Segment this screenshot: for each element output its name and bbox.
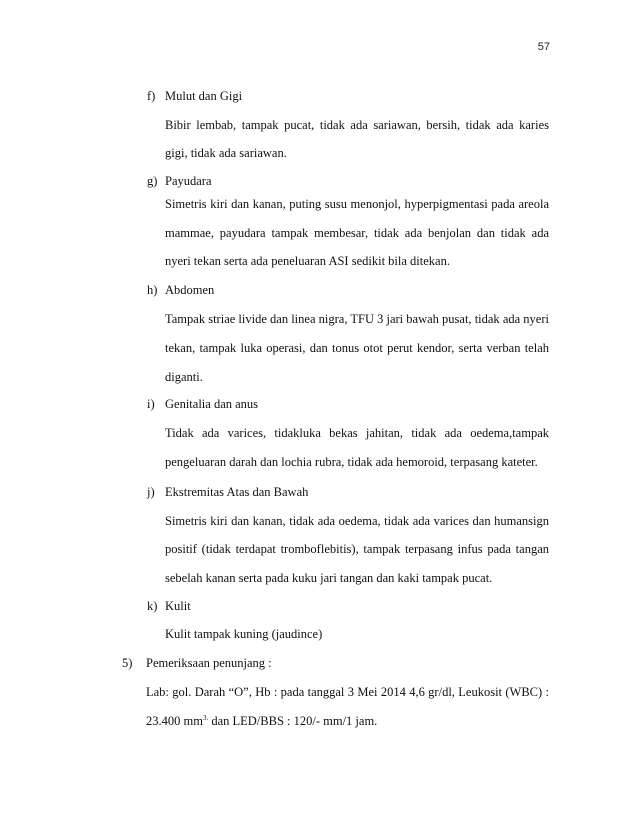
section-f-title: Mulut dan Gigi bbox=[165, 89, 243, 103]
section-i-title: Genitalia dan anus bbox=[165, 397, 259, 411]
item-5-line-2-rest: dan LED/BBS : 120/- mm/1 jam. bbox=[208, 714, 378, 728]
item-5-line-1: Lab: gol. Darah “O”, Hb : pada tanggal 3 Mei 2014 4,6 gr/dl, Leukosit (WBC) : bbox=[146, 685, 549, 699]
section-f-marker: f) bbox=[147, 89, 156, 103]
section-f-heading bbox=[147, 88, 242, 104]
section-j-heading bbox=[147, 484, 308, 500]
item-5-marker: 5) bbox=[122, 656, 133, 670]
section-i-line-2: pengeluaran darah dan lochia rubra, tidak ada hemoroid, terpasang kateter. bbox=[165, 455, 538, 469]
section-g-marker: g) bbox=[147, 174, 158, 188]
page-number: 57 bbox=[537, 41, 550, 53]
section-j-line-2: positif (tidak terdapat tromboflebitis), tampak terpasang infus pada tangan bbox=[165, 542, 549, 556]
section-g-title: Payudara bbox=[165, 174, 212, 188]
section-h-line-2: tekan, tampak luka operasi, dan tonus otot perut kendor, serta verban telah bbox=[165, 341, 549, 355]
section-h-title: Abdomen bbox=[165, 283, 215, 297]
section-j-line-1: Simetris kiri dan kanan, tidak ada oedema, tidak ada varices dan humansign bbox=[165, 514, 549, 528]
section-g-line-1: Simetris kiri dan kanan, puting susu menonjol, hyperpigmentasi pada areola bbox=[165, 197, 549, 211]
section-f-line-1: Bibir lembab, tampak pucat, tidak ada sariawan, bersih, tidak ada karies bbox=[165, 118, 549, 132]
section-g-line-2: mammae, payudara tampak membesar, tidak ada benjolan dan tidak ada bbox=[165, 226, 549, 240]
section-g-heading bbox=[147, 173, 212, 189]
item-5-line-2-value: 23.400 mm bbox=[146, 714, 203, 728]
section-h-line-1: Tampak striae livide dan linea nigra, TFU 3 jari bawah pusat, tidak ada nyeri bbox=[165, 312, 549, 326]
section-i-line-1: Tidak ada varices, tidakluka bekas jahitan, tidak ada oedema,tampak bbox=[165, 426, 549, 440]
section-h-line-3: diganti. bbox=[165, 370, 203, 384]
section-g-line-3: nyeri tekan serta ada peneluaran ASI sedikit bila ditekan. bbox=[165, 254, 450, 268]
section-j-marker: j) bbox=[147, 485, 155, 499]
section-j-title: Ekstremitas Atas dan Bawah bbox=[165, 485, 309, 499]
section-i-heading bbox=[147, 396, 258, 412]
item-5-title: Pemeriksaan penunjang : bbox=[146, 656, 272, 670]
section-k-heading bbox=[147, 598, 191, 614]
section-k-line-1: Kulit tampak kuning (jaudince) bbox=[165, 627, 323, 641]
item-5-line-2 bbox=[146, 713, 377, 729]
section-k-title: Kulit bbox=[165, 599, 191, 613]
section-f-line-2: gigi, tidak ada sariawan. bbox=[165, 146, 287, 160]
section-h-marker: h) bbox=[147, 283, 158, 297]
item-5-line-2-superscript: 3. bbox=[202, 713, 209, 722]
section-j-line-3: sebelah kanan serta pada kuku jari tangan dan kaki tampak pucat. bbox=[165, 571, 493, 585]
section-i-marker: i) bbox=[147, 397, 155, 411]
section-h-heading bbox=[147, 282, 214, 298]
item-5-heading bbox=[122, 655, 272, 671]
section-k-marker: k) bbox=[147, 599, 158, 613]
